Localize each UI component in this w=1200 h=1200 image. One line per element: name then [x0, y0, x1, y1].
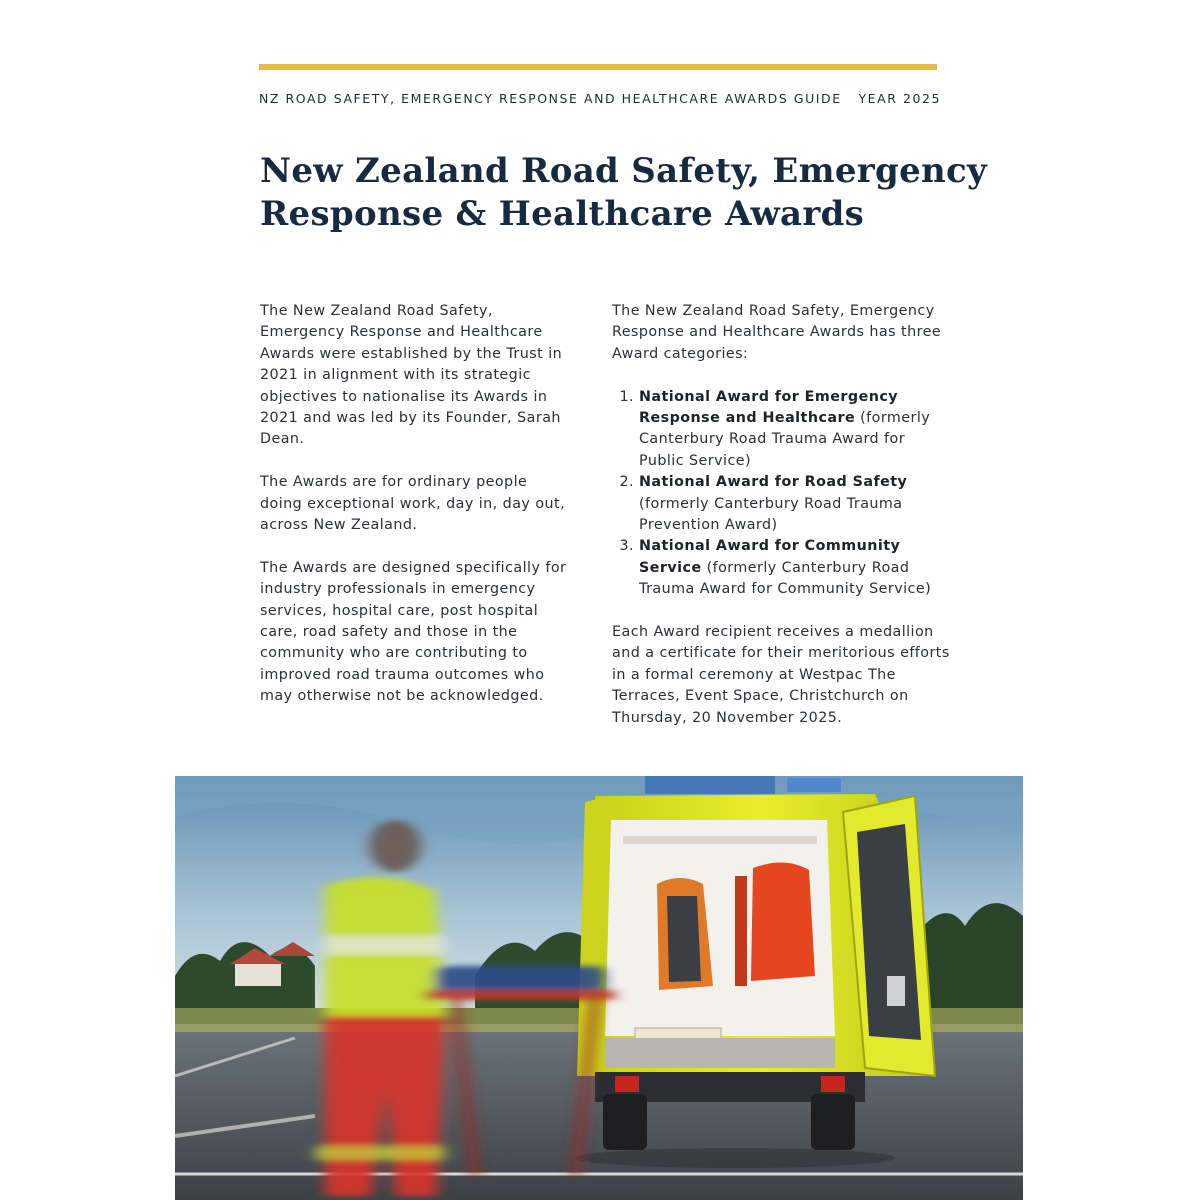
list-item — [639, 536, 952, 600]
award-name: National Award for Emergency Response and Healthcare — [639, 388, 899, 427]
list-item — [639, 472, 952, 536]
award-former-name: (formerly Canterbury Road Trauma Prevention Award) — [639, 495, 903, 534]
ambulance-photo — [175, 776, 1023, 1200]
title-line-1: New Zealand Road Safety, Emergency — [260, 151, 988, 191]
ambulance-scene-illustration — [175, 776, 1023, 1200]
award-categories-list — [612, 387, 952, 601]
award-name: National Award for Road Safety — [639, 474, 908, 491]
award-former-name: (formerly Canterbury Road Trauma Award for Community Service) — [639, 559, 932, 598]
title-line-2: Response & Healthcare Awards — [260, 194, 865, 234]
categories-intro: The New Zealand Road Safety, Emergency Response and Healthcare Awards has three Award categories: — [612, 303, 942, 362]
purpose-paragraph: The Awards are for ordinary people doing exceptional work, day in, day out, across New Zealand. — [260, 474, 566, 534]
award-former-name: (formerly Canterbury Road Trauma Award for Public Service) — [639, 410, 931, 469]
page-title — [260, 150, 988, 236]
ceremony-paragraph: Each Award recipient receives a medallion and a certificate for their meritorious efforts in a formal ceremony at Westpac The Terraces, Event Space, Christchurch on Thursday, 20 November 2025. — [612, 624, 950, 726]
year-label: YEAR 2025 — [858, 91, 941, 106]
award-name: National Award for Community Service — [639, 538, 901, 576]
list-item — [639, 387, 952, 473]
audience-paragraph: The Awards are designed specifically for industry professionals in emergency services, hospital care, post hospital care, road safety and those in the community who are contributing to improved road trauma outcomes who may otherwise not be acknowledged. — [260, 559, 567, 705]
accent-bar — [259, 64, 937, 70]
intro-paragraph: The New Zealand Road Safety, Emergency Response and Healthcare Awards were established by the Trust in 2021 in alignment with its strategic objectives to nationalise its Awards in 2021 and was led by its Founder, Sarah Dean. — [260, 303, 563, 448]
guide-label: NZ ROAD SAFETY, EMERGENCY RESPONSE AND HEALTHCARE AWARDS GUIDE — [259, 91, 842, 106]
right-column — [612, 301, 952, 729]
left-column — [260, 301, 570, 708]
